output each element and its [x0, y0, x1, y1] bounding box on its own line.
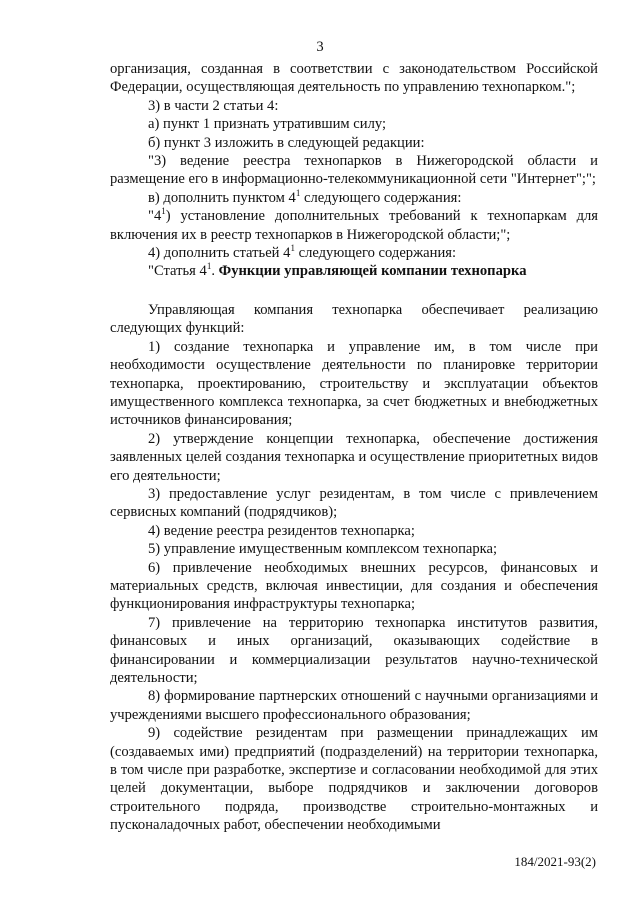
function-item: 8) формирование партнерских отношений с научными организациями и учреждениями высшего профессионального образования;	[110, 688, 598, 723]
paragraph-item-a: а) пункт 1 признать утратившим силу;	[148, 116, 387, 133]
page-number: 3	[316, 39, 324, 55]
function-item: 7) привлечение на территорию технопарка институтов развития, финансовых и иных организаций, оказывающих содействие в финансировании и коммерциализации результатов научно-технической деятельности;	[110, 614, 598, 686]
paragraph-item-v: в) дополнить пунктом $4^1$ следующего содержания:	[148, 187, 462, 206]
paragraph-item-b: б) пункт 3 изложить в следующей редакции:	[148, 134, 425, 151]
function-item: 2) утверждение концепции технопарка, обеспечение достижения заявленных целей создания технопарка и осуществление приоритетных видов его деятельности;	[110, 430, 598, 484]
article-heading-prefix: "Статья $4^1$.	[148, 261, 219, 280]
function-item: 5) управление имущественным комплексом технопарка;	[148, 541, 498, 558]
functions-intro: Управляющая компания технопарка обеспечивает реализацию следующих функций:	[110, 301, 598, 337]
article-heading-title: Функции управляющей компании технопарка	[218, 263, 527, 280]
document-code: 184/2021-93(2)	[514, 854, 596, 869]
function-item: 4) ведение реестра резидентов технопарка;	[148, 522, 415, 539]
function-item: 9) содействие резидентам при размещении принадлежащих им (создаваемых ими) предприятий (подразделений) на территории технопарка, в том числе при разработке, экспертизе и согласовании необходимой для этих целей документации, выборе подрядчиков и заключении договоров строительного подряда, производстве строительно-монтажных и пусконаладочных работ, обеспечении необходимыми	[110, 725, 598, 834]
article-heading	[110, 262, 598, 280]
function-item: 1) создание технопарка и управление им, в том числе при необходимости осуществление деятельности по планировке территории технопарка, проектированию, строительству и эксплуатации объектов имущественного комплекса технопарка, за счет бюджетных и внебюджетных источников финансирования;	[110, 338, 598, 429]
paragraph-item-4: 4) дополнить статьей $4^1$ следующего содержания:	[148, 243, 457, 262]
paragraph-item-3: 3) в части 2 статьи 4:	[148, 97, 279, 114]
paragraph-quote-3: "3) ведение реестра технопарков в Нижегородской области и размещение его в информационно-телекоммуникационной сети "Интернет";";	[110, 153, 598, 188]
paragraph-quote-4-1: "$4^1$) установление дополнительных требований к технопаркам для включения их в реестр технопарков в Нижегородской области;";	[110, 206, 598, 243]
paragraph-continuation: организация, созданная в соответствии с законодательством Российской Федерации, осуществляющая деятельность по управлению технопарком.";	[110, 61, 598, 96]
document-body	[110, 60, 598, 835]
function-item: 3) предоставление услуг резидентам, в том числе с привлечением сервисных компаний (подрядчиков);	[110, 485, 598, 521]
function-item: 6) привлечение необходимых внешних ресурсов, финансовых и материальных средств, включая инвестиции, для создания и обеспечения функционирования инфраструктуры технопарка;	[110, 559, 598, 613]
